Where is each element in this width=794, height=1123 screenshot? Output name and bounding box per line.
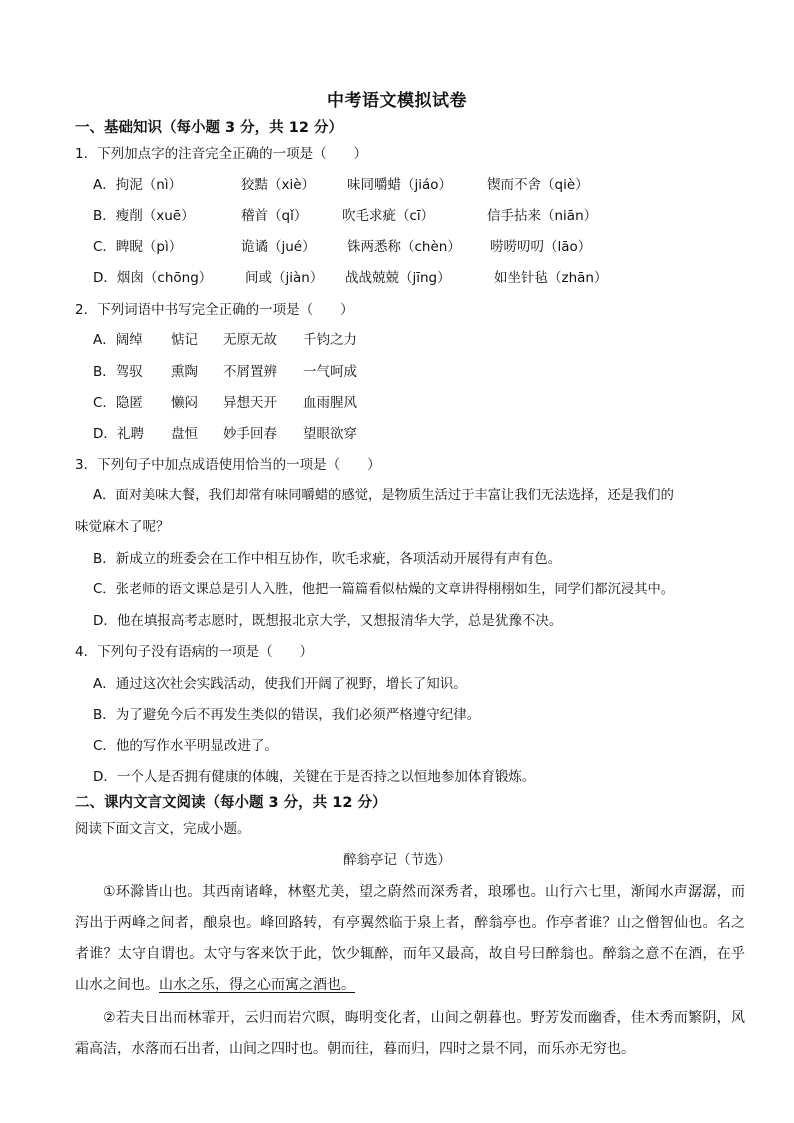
q1-d-item: 间或（jiàn） <box>245 270 324 286</box>
q3-option-c: C．张老师的语文课总是引人入胜，他把一篇篇看似枯燥的文章讲得栩栩如生，同学们都沉浸其中。 <box>93 582 675 597</box>
q4-option-c: C．他的写作水平明显改进了。 <box>93 738 278 754</box>
passage-title: 醉翁亭记（节选） <box>343 852 451 868</box>
q1-d-item: D．烟囱（chōng） <box>93 270 213 286</box>
q2-c-item: C．隐匿 <box>93 395 143 411</box>
q2-a-item: A．阔绰 <box>93 332 143 348</box>
q2-d-item: 望眼欲穿 <box>303 426 357 442</box>
q3-option-a: A．面对美味大餐，我们却常有味同嚼蜡的感觉，是物质生活过于丰富让我们无法选择，还是我们的 <box>93 488 674 503</box>
q2-c-item: 懒闷 <box>171 395 198 411</box>
q2-b-item: 不屑置辨 <box>223 364 277 380</box>
q1-a-item: A．拘泥（nì） <box>93 177 183 193</box>
q2-d-item: D．礼聘 <box>93 426 144 442</box>
question-3-stem: 3．下列句子中加点成语使用恰当的一项是（ ） <box>75 457 381 473</box>
q3-option-d: D．他在填报高考志愿时，既想报北京大学，又想报清华大学，总是犹豫不决。 <box>93 613 563 629</box>
classical-passage <box>75 877 745 1065</box>
q1-b-item: B．瘦削（xuē） <box>93 208 195 224</box>
q2-b-item: 熏陶 <box>171 364 198 380</box>
q1-a-item: 锲而不舍（qiè） <box>487 177 589 193</box>
passage-paragraph-2: ②若夫日出而林霏开，云归而岩穴暝，晦明变化者，山间之朝暮也。野芳发而幽香，佳木秀而繁阴，风霜高洁，水落而石出者，山间之四时也。朝而往，暮而归，四时之景不同，而乐亦无穷也。 <box>75 1010 745 1057</box>
q1-c-item: 铢两悉称（chèn） <box>347 239 461 255</box>
q1-c-item: 唠唠叨叨（lāo） <box>490 239 592 255</box>
question-1-stem: 1．下列加点字的注音完全正确的一项是（ ） <box>75 146 368 162</box>
q1-d-item: 战战兢兢（jīng） <box>345 270 451 286</box>
page-title: 中考语文模拟试卷 <box>327 91 467 111</box>
q2-b-item: 一气呵成 <box>303 364 357 380</box>
q4-option-a: A．通过这次社会实践活动，使我们开阔了视野，增长了知识。 <box>93 676 467 692</box>
section-2-heading: 二、课内文言文阅读（每小题 3 分，共 12 分） <box>75 795 387 811</box>
q1-b-item: 稽首（qǐ） <box>241 208 308 224</box>
q1-b-item: 信手拈来（niān） <box>487 208 598 224</box>
q4-option-d: D．一个人是否拥有健康的体魄，关键在于是否持之以恒地参加体育锻炼。 <box>93 769 536 785</box>
question-4-stem: 4．下列句子没有语病的一项是（ ） <box>75 644 314 660</box>
underlined-sentence: 山水之乐，得之心而寓之酒也。 <box>159 977 355 993</box>
q2-a-item: 千钧之力 <box>303 332 357 348</box>
q1-c-item: C．睥睨（pì） <box>93 239 183 255</box>
q3-option-a-continued: 味觉麻木了呢？ <box>75 519 170 535</box>
q2-c-item: 血雨腥风 <box>303 395 357 411</box>
q1-c-item: 诡谲（jué） <box>241 239 316 255</box>
reading-instruction: 阅读下面文言文，完成小题。 <box>75 821 251 837</box>
q2-c-item: 异想天开 <box>223 395 277 411</box>
question-2-stem: 2．下列词语中书写完全正确的一项是（ ） <box>75 302 354 318</box>
q2-b-item: B．驾驭 <box>93 364 143 380</box>
q2-a-item: 无原无故 <box>223 332 277 348</box>
q2-d-item: 妙手回春 <box>223 426 277 442</box>
paragraph-1-text: ①环滁皆山也。其西南诸峰，林壑尤美，望之蔚然而深秀者，琅琊也。山行六七里，渐闻水声潺潺，而泻出于两峰之间者，酿泉也。峰回路转，有亭翼然临于泉上者，醉翁亭也。作亭者谁？山之僧智仙也。名之者谁？太守自谓也。太守与客来饮于此，饮少辄醉，而年又最高，故自号曰醉翁也。醉翁之意不在酒，在乎山水之间也。 <box>75 884 745 993</box>
q1-d-item: 如坐针毡（zhān） <box>494 270 608 286</box>
passage-paragraph-1 <box>75 877 745 1001</box>
q2-d-item: 盘恒 <box>171 426 198 442</box>
q1-a-item: 味同嚼蜡（jiáo） <box>347 177 453 193</box>
q4-option-b: B．为了避免今后不再发生类似的错误，我们必须严格遵守纪律。 <box>93 707 481 723</box>
q1-b-item: 吹毛求疵（cī） <box>342 208 435 224</box>
section-1-heading: 一、基础知识（每小题 3 分，共 12 分） <box>75 120 343 136</box>
q1-a-item: 狡黠（xiè） <box>241 177 316 193</box>
q3-option-b: B．新成立的班委会在工作中相互协作，吹毛求疵，各项活动开展得有声有色。 <box>93 551 562 567</box>
q2-a-item: 惦记 <box>171 332 198 348</box>
